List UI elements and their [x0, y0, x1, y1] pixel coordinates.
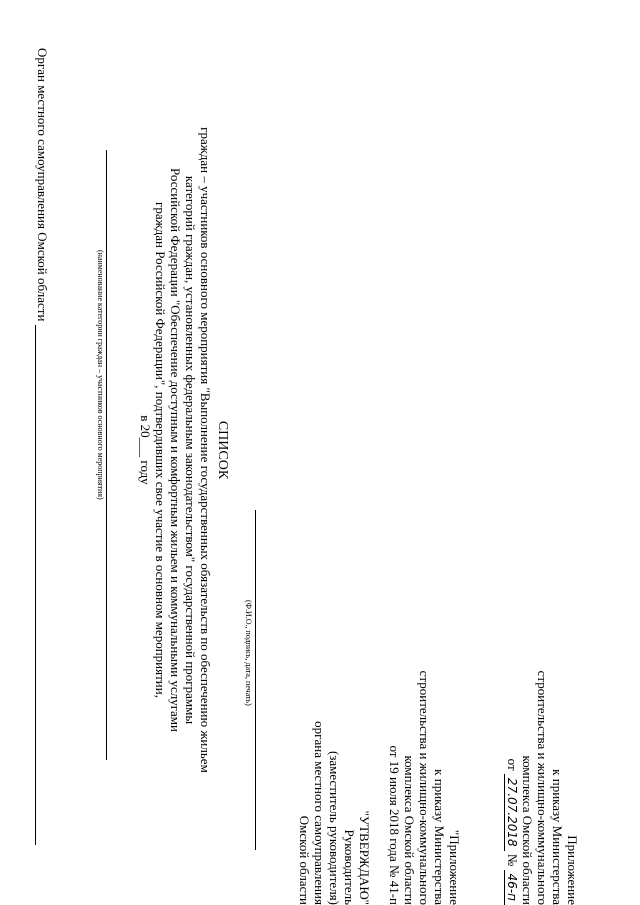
list-title-block	[138, 40, 230, 860]
approval-position: Руководитель	[342, 829, 357, 905]
organization-line	[35, 48, 50, 845]
appendix-region: комплекса Омской области	[402, 755, 417, 905]
appendix-header-current	[504, 625, 580, 905]
list-title: СПИСОК	[215, 420, 230, 480]
appendix-label: Приложение	[565, 835, 580, 905]
approval-heading: "УТВЕРЖДАЮ"	[357, 810, 372, 905]
list-subtitle-line: Российской Федерации "Обеспечение доступным и комфортным жильем и коммунальными услугами	[168, 168, 183, 732]
approval-block	[297, 685, 372, 905]
appendix-label: "Приложение	[447, 829, 462, 905]
approval-body: органа местного самоуправления	[312, 721, 327, 905]
approval-region: Омской области	[297, 815, 312, 905]
organization-label: Орган местного самоуправления Омской области	[35, 48, 50, 322]
category-line	[106, 150, 107, 760]
appendix-order-ref: к приказу Министерства	[550, 769, 565, 905]
appendix-ministry: строительства и жилищно-коммунального	[535, 670, 550, 905]
number-label: №	[505, 853, 520, 867]
signature-line	[255, 510, 256, 850]
list-subtitle-line: граждан – участников основного мероприятия "Выполнение государственных обязательств по обеспечению жильем	[198, 127, 213, 773]
signature-caption: (Ф.И.О., подпись, дата, печать)	[244, 600, 253, 706]
appendix-order-ref: к приказу Министерства	[432, 769, 447, 905]
category-caption: (наименование категории граждан – участников основного мероприятия)	[96, 250, 105, 500]
appendix-header-previous	[387, 625, 462, 905]
appendix-date: от 19 июля 2018 года № 41-п	[387, 745, 402, 905]
approval-deputy: (заместитель руководителя)	[327, 750, 342, 905]
handwritten-number: 46-п	[504, 870, 518, 905]
organization-fill-line	[35, 325, 36, 845]
appendix-date-line	[504, 625, 520, 905]
appendix-region: комплекса Омской области	[520, 755, 535, 905]
list-subtitle-line: граждан Российской Федерации", подтвердивших свое участие в основном мероприятии,	[153, 202, 168, 698]
date-prefix: от	[505, 758, 520, 771]
handwritten-date: 27.07.2018	[504, 774, 518, 851]
appendix-ministry: строительства и жилищно-коммунального	[417, 670, 432, 905]
list-year-line: в 20___ году	[138, 415, 153, 485]
list-subtitle-line: категорий граждан, установленных федеральным законодательством" государственной программы	[183, 175, 198, 725]
